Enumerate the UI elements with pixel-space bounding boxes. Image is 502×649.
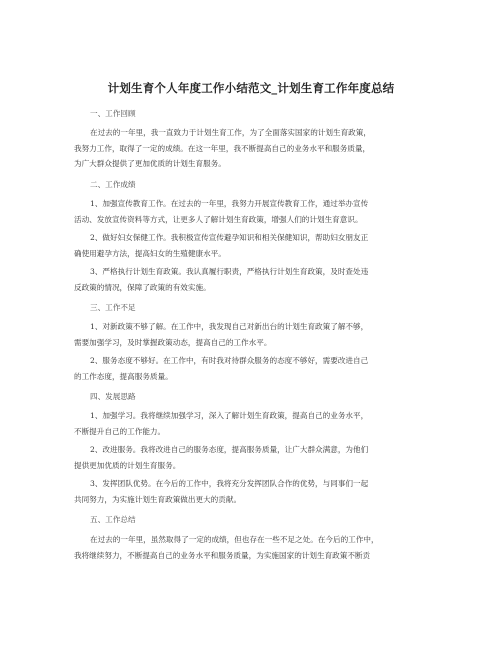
paragraph-line: 1、对新政策不够了解。在工作中，我发现自己对新出台的计划生育政策了解不够， xyxy=(90,322,369,331)
paragraph-line: 共同努力，为实施计划生育政策做出更大的贡献。 xyxy=(74,494,242,504)
paragraph-plan-1 xyxy=(74,408,422,439)
paragraph-line: 我努力工作，取得了一定的成绩。在这一年里，我不断提高自己的业务水平和服务质量， xyxy=(74,143,371,153)
paragraph-line: 需要加强学习，及时掌握政策动态，提高自己的工作水平。 xyxy=(74,337,272,347)
section-heading-review: 一、工作回顾 xyxy=(90,109,136,118)
section-heading-achievements: 二、工作成绩 xyxy=(90,180,136,189)
section-heading-shortcomings: 三、工作不足 xyxy=(90,303,136,312)
paragraph-line: 的工作态度，提高服务质量。 xyxy=(74,371,173,381)
paragraph-line: 提供更加优质的计划生育服务。 xyxy=(74,460,181,470)
paragraph-line: 2、服务态度不够好。在工作中，有时我对待群众服务的态度不够好，需要改进自己 xyxy=(90,356,369,365)
paragraph-plan-2 xyxy=(74,442,422,473)
paragraph-shortcoming-2 xyxy=(74,353,422,384)
paragraph-line: 不断提升自己的工作能力。 xyxy=(74,426,166,436)
paragraph-achievement-2 xyxy=(74,230,422,261)
paragraph-line: 为广大群众提供了更加优质的计划生育服务。 xyxy=(74,159,226,168)
paragraph-line: 反政策的情况，保障了政策的有效实施。 xyxy=(74,282,211,292)
paragraph-plan-3 xyxy=(74,476,422,507)
paragraph-line: 3、严格执行计划生育政策。我认真履行职责，严格执行计划生育政策，及时查处违 xyxy=(90,267,369,276)
paragraph-line: 在过去的一年里，我一直致力于计划生育工作，为了全面落实国家的计划生育政策， xyxy=(90,128,371,137)
paragraph-achievement-1 xyxy=(74,196,422,227)
paragraph-line: 确使用避孕方法，提高妇女的生殖健康水平。 xyxy=(74,248,226,258)
document-title: 计划生育个人年度工作小结范文_计划生育工作年度总结 xyxy=(107,81,395,95)
paragraph-line: 我将继续努力，不断提高自己的业务水平和服务质量，为实施国家的计划生育政策不断贡 xyxy=(74,550,371,560)
paragraph-line: 2、做好妇女保健工作。我积极宣传宣传避孕知识和相关保健知识，帮助妇女朋友正 xyxy=(90,233,369,242)
paragraph-line: 1、加强学习。我将继续加强学习，深入了解计划生育政策，提高自己的业务水平， xyxy=(90,411,369,420)
paragraph-achievement-3 xyxy=(74,264,422,295)
paragraph-line: 2、改进服务。我将改进自己的服务态度，提高服务质量，让广大群众满意，为他们 xyxy=(90,445,369,454)
paragraph-shortcoming-1 xyxy=(74,319,422,350)
paragraph-summary xyxy=(74,532,422,563)
paragraph-line: 1、加强宣传教育工作。在过去的一年里，我努力开展宣传教育工作，通过举办宣传 xyxy=(90,199,369,208)
paragraph-line: 活动、发放宣传资料等方式，让更多人了解计划生育政策，增强人们的计划生育意识。 xyxy=(74,214,363,224)
paragraph-line: 在过去的一年里，虽然取得了一定的成绩，但也存在一些不足之处。在今后的工作中， xyxy=(90,535,379,544)
paragraph-line: 3、发挥团队优势。在今后的工作中，我将充分发挥团队合作的优势，与同事们一起 xyxy=(90,479,369,488)
paragraph-review xyxy=(74,125,422,172)
section-heading-summary: 五、工作总结 xyxy=(90,515,136,524)
section-heading-plans: 四、发展思路 xyxy=(90,392,136,401)
